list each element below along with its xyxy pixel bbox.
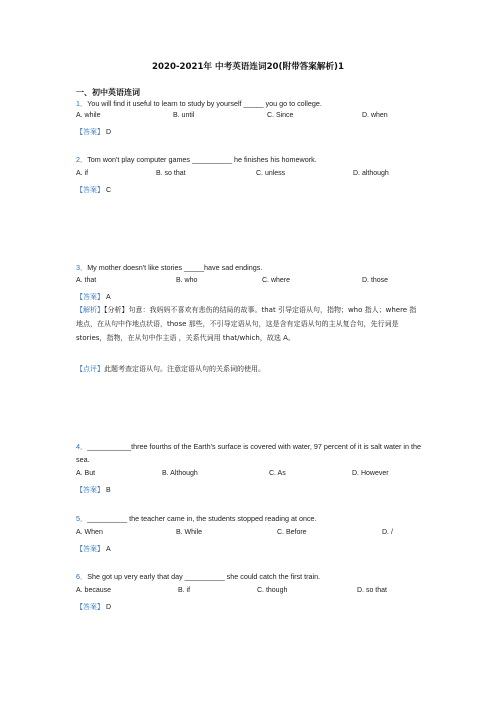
- comment-3: [76, 362, 422, 376]
- answer-value: D: [105, 604, 112, 611]
- options-row-3: [76, 277, 436, 288]
- question-number: 4．: [76, 442, 88, 451]
- option-a: A. But: [76, 470, 96, 477]
- answer-value: B: [105, 487, 111, 494]
- question-text: __________ the teacher came in, the students stopped reading at once.: [87, 514, 317, 523]
- option-d: D. so that: [357, 587, 387, 594]
- answer-value: A: [105, 294, 111, 301]
- option-b: B. so that: [156, 170, 186, 177]
- question-number: 3．: [76, 263, 88, 272]
- question-text: ___________three fourths of the Earth's surface is covered with water, 97 percent of it is salt water in the sea.: [76, 442, 421, 464]
- question-text: She got up very early that day __________ she could catch the first train.: [87, 572, 321, 581]
- option-d: D. However: [352, 470, 389, 477]
- question-1: [76, 98, 322, 109]
- comment-tag: 【点评】: [76, 365, 104, 373]
- answer-tag: 【答案】: [76, 604, 104, 611]
- question-text: Tom won't play computer games __________ he finishes his homework.: [87, 155, 317, 164]
- answer-value: C: [105, 187, 112, 194]
- question-number: 1．: [76, 99, 88, 108]
- question-text: My mother doesn't like stories _____have sad endings.: [87, 263, 263, 272]
- analysis-tag: 【解析】: [76, 306, 104, 314]
- answer-tag: 【答案】: [76, 187, 104, 194]
- answer-value: D: [105, 129, 112, 136]
- options-row-4: [76, 470, 436, 481]
- option-a: A. When: [76, 529, 103, 536]
- option-d: D. those: [362, 277, 389, 284]
- question-3: [76, 262, 262, 273]
- comment-text: 此题考查定语从句。注意定语从句的关系词的使用。: [104, 365, 265, 373]
- question-number: 2．: [76, 155, 88, 164]
- section-heading: 一、初中英语连词: [76, 88, 140, 97]
- page-title: 2020-2021年 中考英语连词20(附带答案解析)1: [152, 62, 344, 72]
- option-c: C. As: [269, 470, 286, 477]
- answer-tag: 【答案】: [76, 546, 104, 553]
- option-b: B. until: [173, 112, 195, 119]
- question-5: [76, 513, 317, 524]
- question-2: [76, 154, 317, 165]
- answer-3: [76, 292, 111, 302]
- option-b: B. who: [176, 277, 198, 284]
- answer-tag: 【答案】: [76, 487, 104, 494]
- option-a: A. that: [76, 277, 97, 284]
- question-4: [76, 440, 424, 466]
- option-b: B. if: [178, 587, 191, 594]
- options-row-1: [76, 112, 436, 123]
- option-c: C. Before: [277, 529, 307, 536]
- option-b: B. While: [176, 529, 203, 536]
- option-a: A. because: [76, 587, 112, 594]
- question-number: 6．: [76, 572, 88, 581]
- answer-value: A: [105, 546, 111, 553]
- question-number: 5．: [76, 514, 88, 523]
- answer-tag: 【答案】: [76, 294, 104, 301]
- answer-1: [76, 127, 111, 137]
- option-d: D. when: [362, 112, 388, 119]
- analysis-text: 【分析】句意：我妈妈不喜欢有悲伤的结局的故事。that 引导定语从句，指物；who 指人；where 指地点，在从句中作地点状语，those 那些，不引导定语从句，这是含有定语从句的主从复合句，先行词是 stories，指物，在从句中作主语 ，关系代词用 that/which，故选 A。: [76, 306, 417, 342]
- option-c: C. where: [262, 277, 291, 284]
- question-6: [76, 571, 320, 582]
- option-b: B. Although: [162, 470, 198, 477]
- option-a: A. while: [76, 112, 101, 119]
- answer-2: [76, 185, 111, 195]
- question-text: You will find it useful to learn to study by yourself _____ you go to college.: [87, 99, 322, 108]
- option-a: A. if: [76, 170, 89, 177]
- option-d: D. although: [353, 170, 389, 177]
- option-c: C. Since: [267, 112, 294, 119]
- options-row-6: [76, 587, 436, 598]
- answer-4: [76, 485, 111, 495]
- answer-6: [76, 602, 111, 612]
- options-row-5: [76, 529, 436, 540]
- option-c: C. though: [257, 587, 288, 594]
- options-row-2: [76, 170, 436, 181]
- option-d: D. /: [382, 529, 393, 536]
- answer-5: [76, 544, 111, 554]
- option-c: C. unless: [256, 170, 286, 177]
- answer-tag: 【答案】: [76, 129, 104, 136]
- analysis-3: [76, 303, 422, 345]
